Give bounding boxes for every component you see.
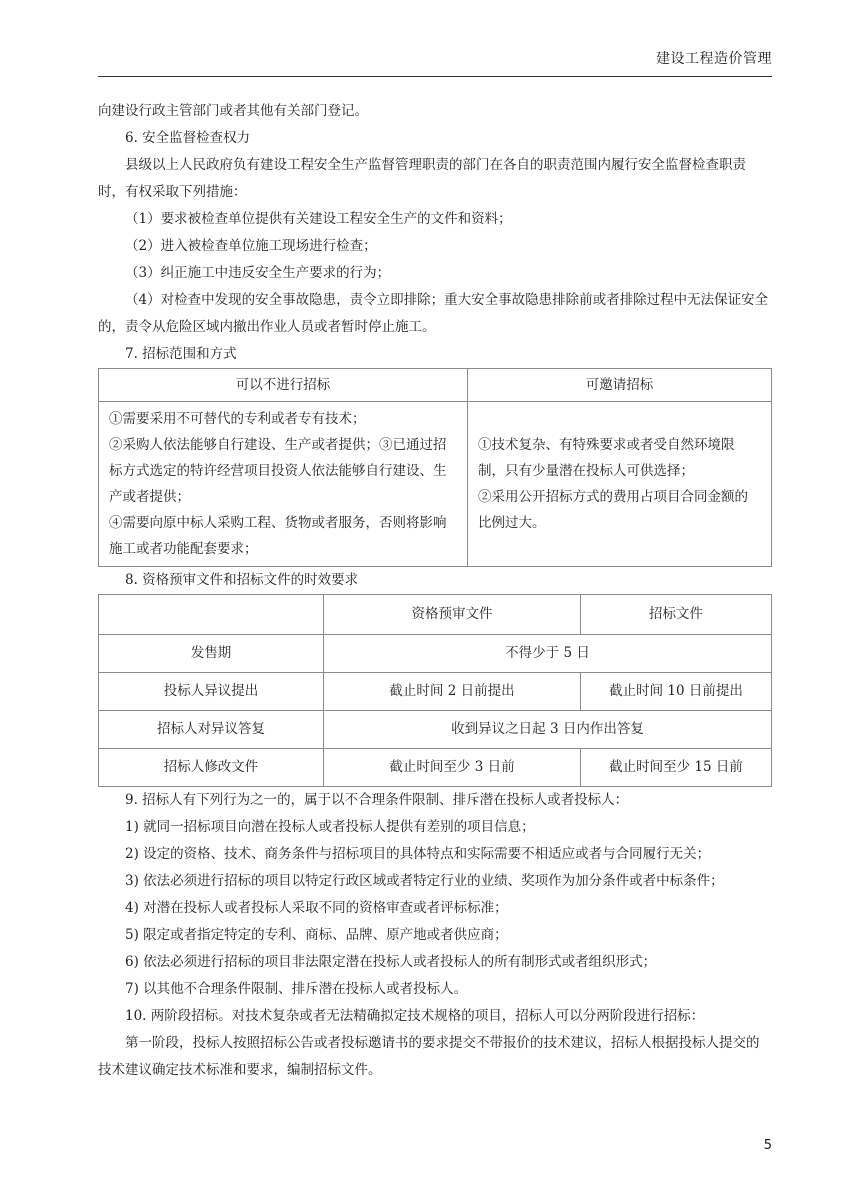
table-header: 资格预审文件 [324,595,581,635]
section6-heading: 6. 安全监督检查权力 [125,130,251,146]
section8-heading: 8. 资格预审文件和招标文件的时效要求 [125,572,359,588]
no-bidding-item: ②采购人依法能够自行建设、生产或者提供；③已通过招标方式选定的特许经营项目投资人依法能够自行建设、生产或者提供； [109,437,447,505]
page-number: 5 [763,1138,772,1153]
invited-bidding-cell [468,402,772,567]
no-bidding-cell [99,402,468,567]
section6-paragraph: 县级以上人民政府负有建设工程安全生产监督管理职责的部门在各自的职责范围内履行安全监督检查职责时，有权采取下列措施： [98,157,746,200]
section9-item: 3) 依法必须进行招标的项目以特定行政区域或者特定行业的业绩、奖项作为加分条件或者中标条件； [125,873,724,889]
table-row [99,711,772,749]
row-label: 发售期 [99,635,324,673]
merged-cell: 不得少于 5 日 [324,635,772,673]
section6-item: （3）纠正施工中违反安全生产要求的行为； [125,265,391,281]
table-header: 可邀请招标 [468,369,772,402]
section6-item: （2）进入被检查单位施工现场进行检查； [125,238,377,254]
section9-heading: 9. 招标人有下列行为之一的，属于以不合理条件限制、排斥潜在投标人或者投标人： [125,792,629,808]
no-bidding-item: ④需要向原中标人采购工程、货物或者服务，否则将影响施工或者功能配套要求； [109,515,447,557]
running-header-title: 建设工程造价管理 [656,51,772,67]
table-header-empty [99,595,324,635]
row-label: 招标人修改文件 [99,749,324,787]
section9-item: 2) 设定的资格、技术、商务条件与招标项目的具体特点和实际需要不相适应或者与合同履行无关； [125,846,711,862]
timeline-table [98,594,772,787]
bidding-scope-table [98,368,772,567]
header-rule [98,76,772,77]
merged-cell: 收到异议之日起 3 日内作出答复 [324,711,772,749]
section9-item: 6) 依法必须进行招标的项目非法限定潜在投标人或者投标人的所有制形式或者组织形式； [125,954,657,970]
section9-item: 5) 限定或者指定特定的专利、商标、品牌、原产地或者供应商； [125,927,508,943]
section9-item: 1) 就同一招标项目向潜在投标人或者投标人提供有差别的项目信息； [125,819,535,835]
table-row [99,673,772,711]
table-cell: 截止时间 10 日前提出 [581,673,772,711]
no-bidding-item: ①需要采用不可替代的专利或者专有技术； [109,411,366,427]
page-content [98,98,772,1084]
section6-item: （4）对检查中发现的安全事故隐患，责令立即排除；重大安全事故隐患排除前或者排除过程中无法保证安全的，责令从危险区域内撤出作业人员或者暂时停止施工。 [98,292,769,335]
row-label: 招标人对异议答复 [99,711,324,749]
table-cell: 截止时间至少 3 日前 [324,749,581,787]
table-row [99,749,772,787]
intro-line: 向建设行政主管部门或者其他有关部门登记。 [98,103,368,119]
table-cell: 截止时间 2 日前提出 [324,673,581,711]
section10-paragraph: 第一阶段，投标人按照招标公告或者投标邀请书的要求提交不带报价的技术建议，招标人根据投标人提交的技术建议确定技术标准和要求，编制招标文件。 [98,1035,760,1078]
section7-heading: 7. 招标范围和方式 [125,346,237,362]
invited-bidding-item: ②采用公开招标方式的费用占项目合同金额的比例过大。 [478,489,748,531]
table-cell: 截止时间至少 15 日前 [581,749,772,787]
table-row [99,635,772,673]
table-header: 招标文件 [581,595,772,635]
table-header: 可以不进行招标 [99,369,468,402]
section10-heading: 10. 两阶段招标。对技术复杂或者无法精确拟定技术规格的项目，招标人可以分两阶段进行招标： [125,1008,705,1024]
section9-item: 7) 以其他不合理条件限制、排斥潜在投标人或者投标人。 [125,981,468,997]
section9-item: 4) 对潜在投标人或者投标人采取不同的资格审查或者评标标准； [125,900,508,916]
row-label: 投标人异议提出 [99,673,324,711]
section6-item: （1）要求被检查单位提供有关建设工程安全生产的文件和资料； [125,211,512,227]
invited-bidding-item: ①技术复杂、有特殊要求或者受自然环境限制，只有少量潜在投标人可供选择； [478,437,735,479]
